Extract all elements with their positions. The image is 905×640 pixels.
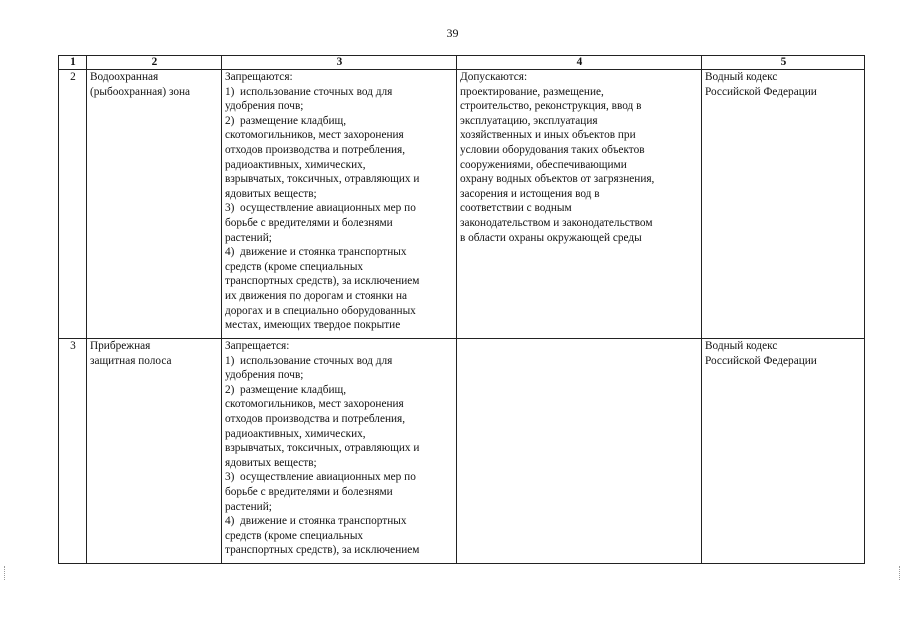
column-header-5: 5 [702, 56, 865, 70]
prohibited-activities: Запрещаются: 1) использование сточных вод для удобрения почв; 2) размещение кладбищ, скотомогильников, мест захоронения отходов производства и потребления, радиоактивных, химических, взрывчатых, токсичных, отравляющих и ядовитых веществ; 3) осуществление авиационных мер по борьбе с вредителями и болезнями растений; 4) движение и стоянка транспортных средств (кроме специальных транспортных средств), за исключением их движения по дорогам и стоянки на дорогах и в специально оборудованных местах, имеющих твердое покрытие [222, 70, 457, 339]
allowed-activities: Допускаются: проектирование, размещение, строительство, реконструкция, ввод в эксплуатацию, эксплуатация хозяйственных и иных объектов при условии оборудования таких объектов сооружениями, обеспечивающими охрану водных объектов от загрязнения, засорения и истощения вод в соответствии с водным законодательством и законодательством в области охраны окружающей среды [457, 70, 702, 339]
row-number: 2 [59, 70, 87, 339]
table-row [59, 70, 865, 339]
scan-edge-mark-right [899, 566, 902, 580]
zones-table [58, 55, 865, 564]
column-header-2: 2 [87, 56, 222, 70]
column-header-1: 1 [59, 56, 87, 70]
column-header-3: 3 [222, 56, 457, 70]
column-header-4: 4 [457, 56, 702, 70]
table-header [59, 56, 865, 70]
table-row [59, 339, 865, 564]
row-number: 3 [59, 339, 87, 564]
legal-basis: Водный кодекс Российской Федерации [702, 70, 865, 339]
zone-name: Водоохранная (рыбоохранная) зона [87, 70, 222, 339]
legal-basis: Водный кодекс Российской Федерации [702, 339, 865, 564]
scan-edge-mark-left [4, 566, 7, 580]
prohibited-activities: Запрещается: 1) использование сточных вод для удобрения почв; 2) размещение кладбищ, скотомогильников, мест захоронения отходов производства и потребления, радиоактивных, химических, взрывчатых, токсичных, отравляющих и ядовитых веществ; 3) осуществление авиационных мер по борьбе с вредителями и болезнями растений; 4) движение и стоянка транспортных средств (кроме специальных транспортных средств), за исключением [222, 339, 457, 564]
allowed-activities [457, 339, 702, 564]
zone-name: Прибрежная защитная полоса [87, 339, 222, 564]
header-row [59, 56, 865, 70]
page-number: 39 [446, 26, 459, 40]
